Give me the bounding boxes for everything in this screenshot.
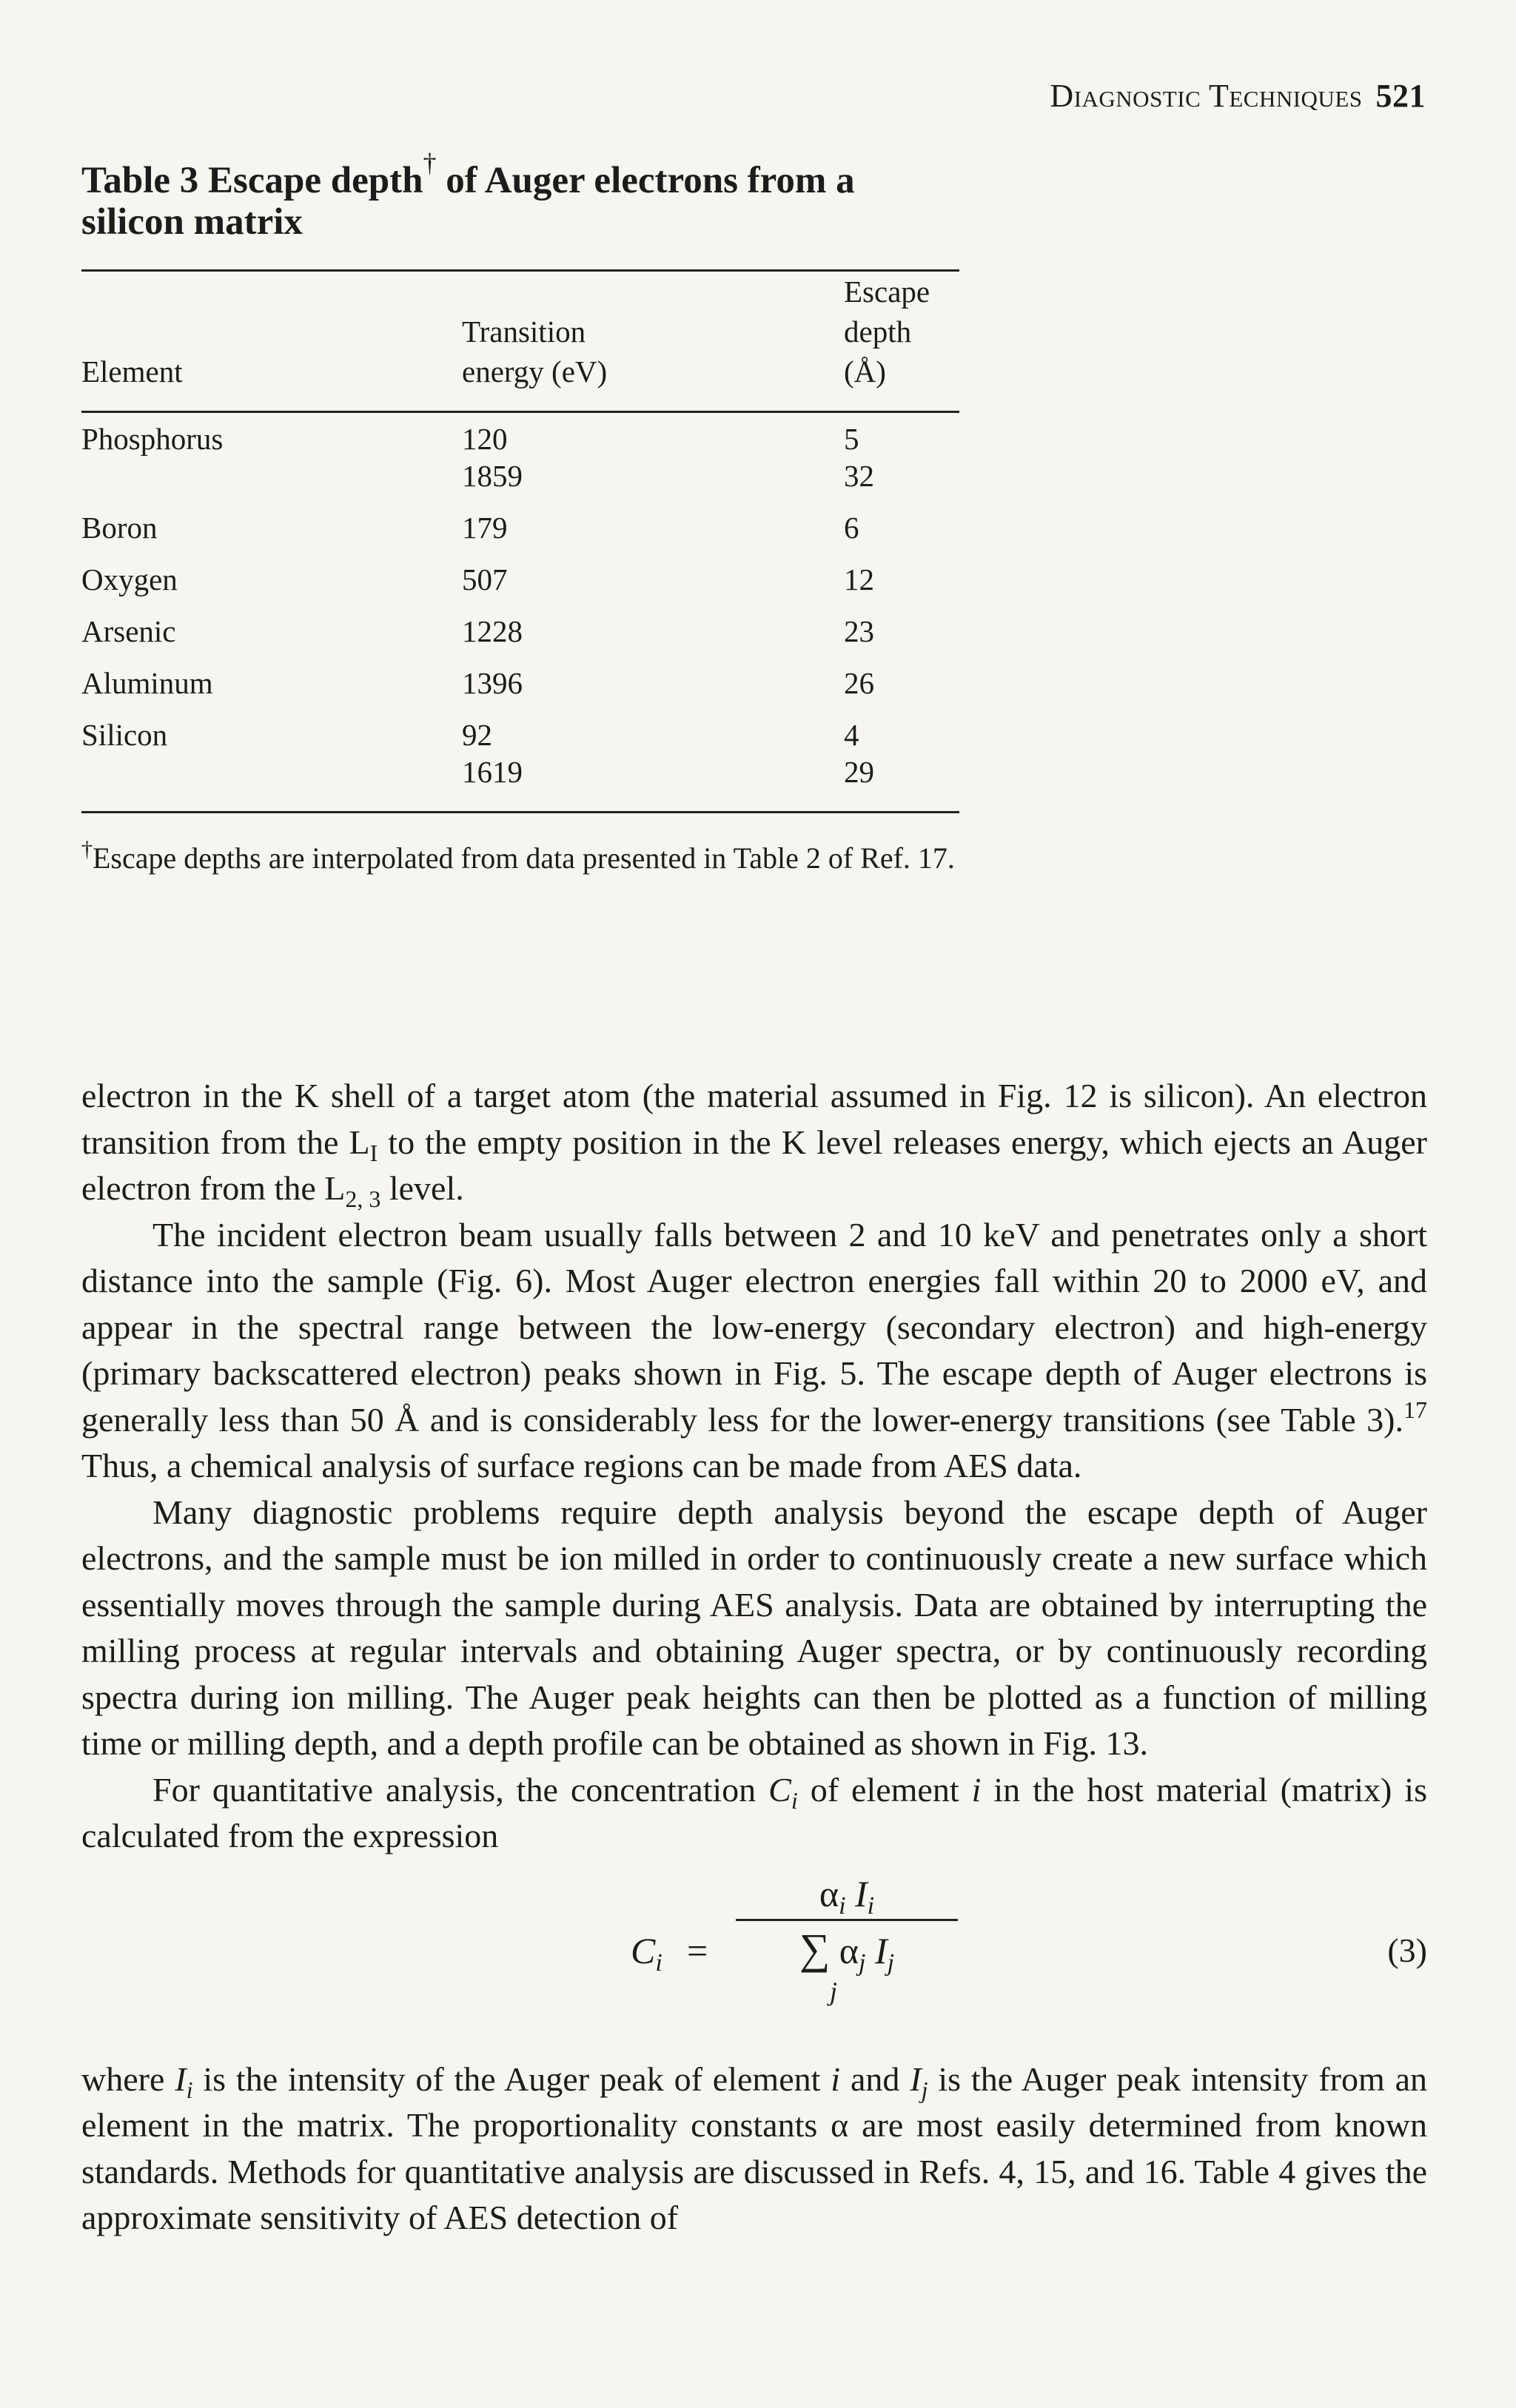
equation-lhs: $C_i$ — [631, 1929, 663, 1977]
paragraph-2: The incident electron beam usually falls between 2 and 10 keV and penetrates only a short distance into the sample (Fig. 6). Most Auger electron energies fall within 20 to 2000 eV, and appear in the spectral range between the low-energy (secondary electron) and high-energy (primary backscattered electron) peaks shown in Fig. 5. The escape depth of Auger electrons is generally less than 50 Å and is considerably less for the lower-energy transitions (see Table 3).$^{17}$ Thus, a chemical analysis of surface regions can be made from AES data. — [81, 1215, 1427, 1484]
table-header-row — [81, 272, 959, 411]
equation-number: (3) — [1387, 1931, 1427, 1969]
cell-element: Aluminum — [81, 666, 213, 700]
cell-depth: 26 — [844, 666, 874, 700]
header-element: Element — [81, 354, 183, 389]
page-number: 521 — [1375, 78, 1426, 114]
cell-energy: 1228 — [462, 614, 523, 648]
equals-sign: = — [687, 1929, 708, 1971]
summation-index: j — [829, 1976, 837, 2006]
cell-energy: 179 — [462, 511, 508, 545]
cell-energy: 92 — [462, 718, 492, 752]
cell-element: Boron — [81, 511, 158, 545]
header-escape-depth: Escape depth (Å) — [844, 275, 930, 389]
cell-element: Arsenic — [81, 614, 176, 648]
cell-depth: 4 — [844, 718, 859, 752]
cell-element — [81, 753, 462, 790]
cell-element: Oxygen — [81, 562, 178, 596]
paragraph-1: electron in the K shell of a target atom (the material assumed in Fig. 12 is silicon). An electron transition from the $L_I$ to the empty position in the K level releases energy, which ejects an Auger electron from the $L_{2, 3}$ level. — [81, 1077, 1428, 1212]
caption-rest: of Auger electrons from a silicon matrix — [81, 160, 855, 243]
table-row — [81, 598, 959, 650]
cell-energy: 1859 — [462, 459, 523, 493]
table-row — [81, 753, 959, 790]
body-text — [81, 1073, 1427, 2241]
footnote-text: Escape depths are interpolated from data presented in Table 2 of Ref. 17. — [93, 841, 955, 875]
table-footnote — [81, 838, 959, 878]
cell-depth: 6 — [844, 511, 859, 545]
running-header — [1050, 77, 1426, 115]
table-row — [81, 650, 959, 702]
equation-fraction — [736, 1870, 958, 2015]
paragraph-5: where $I_i$ is the intensity of the Auger peak of element i and $I_j$ is the Auger peak intensity from an element in the matrix. The proportionality constants α are most easily determined from known standards. Methods for quantitative analysis are discussed in Refs. 4, 15, and 16. Table 4 gives the approximate sensitivity of AES detection of — [81, 2059, 1428, 2236]
cell-energy: 507 — [462, 562, 508, 596]
cell-depth: 5 — [844, 422, 859, 456]
table-row — [81, 413, 959, 457]
cell-depth: 23 — [844, 614, 874, 648]
footnote-dagger: † — [81, 837, 93, 861]
summation-sign: ∑ — [799, 1924, 831, 1973]
cell-element: Phosphorus — [81, 422, 224, 456]
table-row — [81, 546, 959, 598]
cell-element — [81, 457, 462, 494]
table-row — [81, 702, 959, 753]
running-title: Diagnostic Techniques — [1050, 78, 1363, 114]
cell-depth: 12 — [844, 562, 874, 596]
cell-depth: 32 — [844, 459, 874, 493]
cell-energy: 120 — [462, 422, 508, 456]
table-row — [81, 457, 959, 494]
table-3 — [81, 148, 959, 878]
reference-17: 17 — [1403, 1396, 1427, 1423]
fraction-bar — [736, 1919, 958, 1921]
table-row — [81, 494, 959, 546]
fraction-numerator: $\alpha_i$ $I_i$ — [819, 1872, 875, 1920]
caption-text: Table 3 Escape depth — [81, 160, 423, 201]
cell-depth: 29 — [844, 755, 874, 789]
cell-energy: 1396 — [462, 666, 523, 700]
table-bottom-rule — [81, 811, 959, 813]
caption-dagger: † — [423, 148, 437, 178]
paragraph-3: Many diagnostic problems require depth analysis beyond the escape depth of Auger electrons, and the sample must be ion milled in order to continuously create a new surface which essentially moves through the sample during AES analysis. Data are obtained by interrupting the milling process at regular intervals and obtaining Auger spectra, or by continuously recording spectra during ion milling. The Auger peak heights can then be plotted as a function of milling time or milling depth, and a depth profile can be obtained as shown in Fig. 13. — [81, 1493, 1427, 1762]
paragraph-4: For quantitative analysis, the concentration $C_i$ of element i in the host material (matrix) is calculated from the expression — [81, 1770, 1427, 1854]
equation-3 — [81, 1870, 1427, 2040]
fraction-denominator: ∑ $\alpha_j$ $I_j$ — [799, 1924, 895, 1977]
cell-energy: 1619 — [462, 755, 523, 789]
header-transition-energy: Transition energy (eV) — [462, 315, 608, 389]
escape-depth-table — [81, 272, 959, 811]
table-caption — [81, 148, 959, 243]
cell-element: Silicon — [81, 718, 168, 752]
